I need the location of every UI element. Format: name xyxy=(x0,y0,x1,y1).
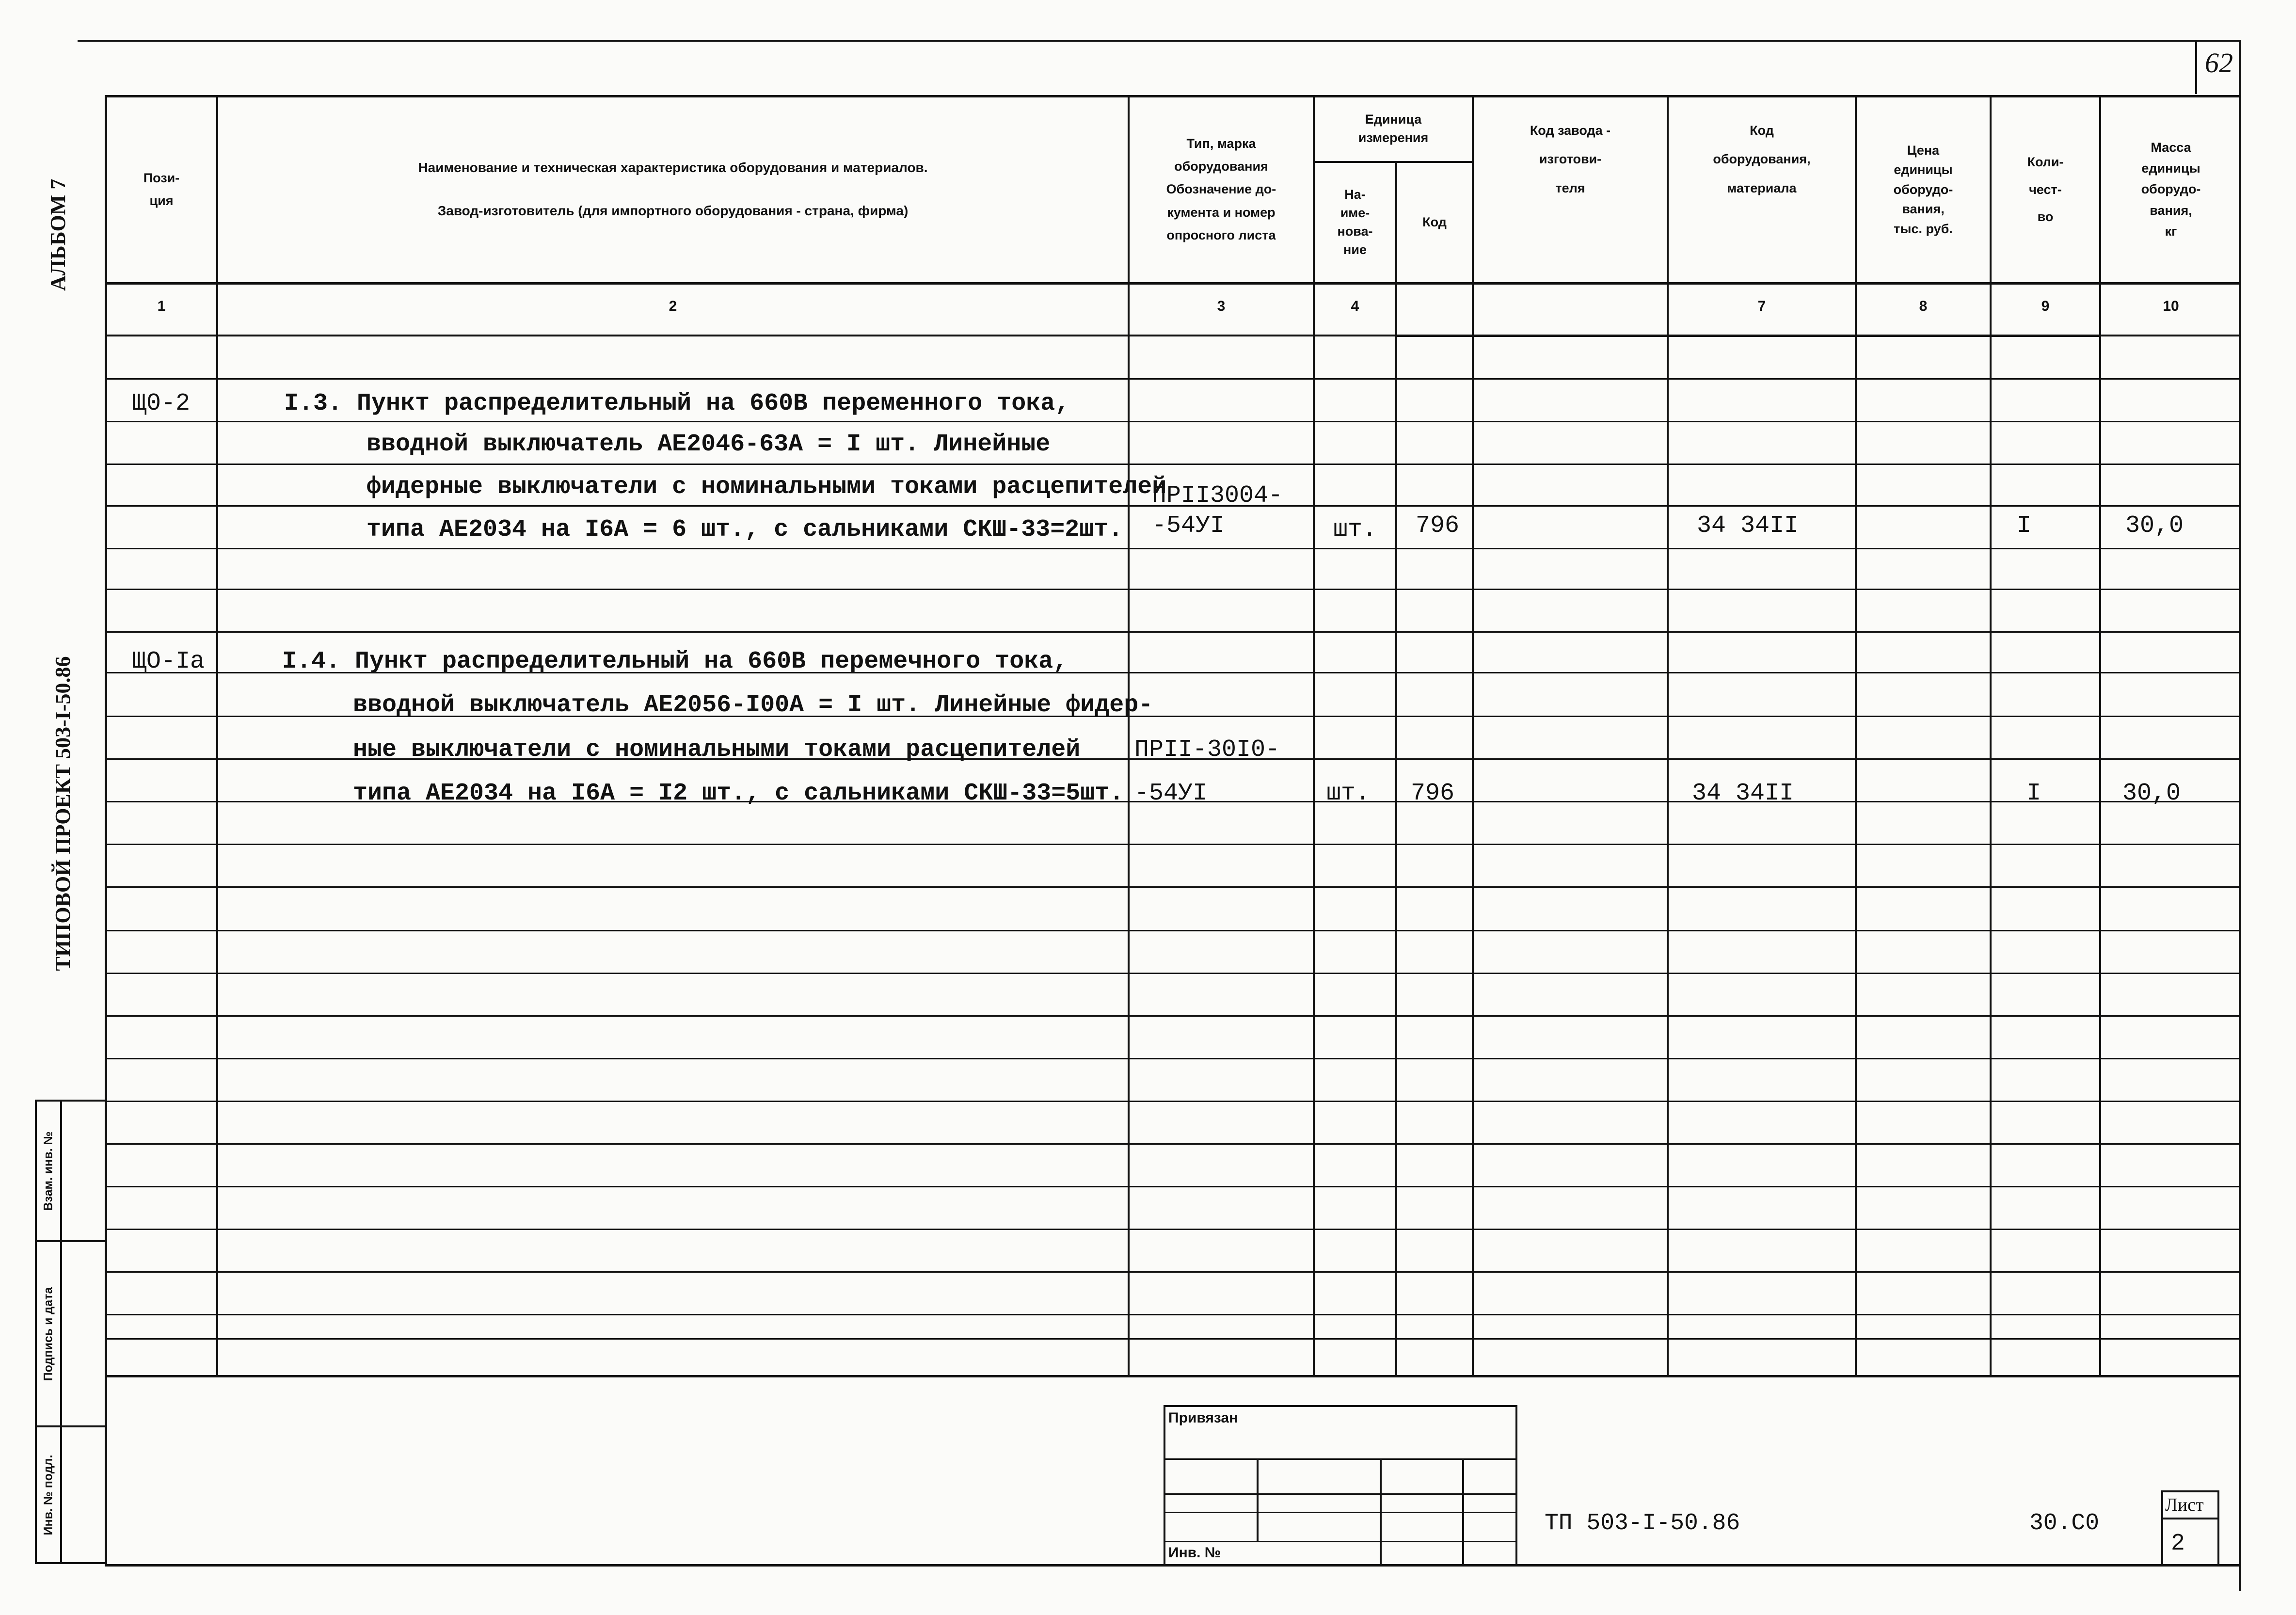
body-row-line xyxy=(105,886,2241,888)
body-row-line xyxy=(105,1229,2241,1230)
body-row-line xyxy=(105,1314,2241,1315)
item-1-unit-code: 796 xyxy=(1416,512,1460,540)
body-row-line xyxy=(105,1058,2241,1059)
header-mass: Масса единицы оборудо- вания, кг xyxy=(2141,140,2201,239)
stamp-divider-mid xyxy=(60,1100,62,1564)
item-2-position: ЩО-Iа xyxy=(132,648,205,675)
col-sep-7 xyxy=(1855,95,1857,1377)
bound-box-row-1 xyxy=(1164,1458,1517,1460)
item-1-mass: 30,0 xyxy=(2125,512,2184,540)
sheet-label: Лист xyxy=(2165,1495,2204,1515)
item-1-quantity: I xyxy=(2017,512,2032,540)
bound-box-row-2 xyxy=(1164,1493,1517,1495)
item-2-line-2: вводной выключатель АЕ2056-I00А = I шт. Линейные фидер- xyxy=(353,691,1153,719)
body-row-line xyxy=(105,1015,2241,1017)
item-1-position: Щ0-2 xyxy=(132,390,191,417)
body-box-top xyxy=(1395,335,2101,337)
bound-box-col-2 xyxy=(1380,1458,1382,1565)
item-2-quantity: I xyxy=(2026,780,2041,807)
inv-label: Инв. № xyxy=(1168,1545,1221,1561)
frame-bottom xyxy=(105,1564,2241,1567)
item-1-unit: шт. xyxy=(1333,516,1377,544)
stamp-right xyxy=(105,95,107,1564)
body-row-line xyxy=(105,548,2241,549)
item-1-line-2: вводной выключатель АЕ2046-63А = I шт. Линейные xyxy=(367,431,1051,458)
col-sep-1 xyxy=(216,95,218,1377)
item-2-type-2: -54УI xyxy=(1134,780,1208,807)
header-equipment-code: Код оборудования, материала xyxy=(1713,123,1811,195)
body-row-line xyxy=(105,378,2241,380)
header-unit-name: На- име- нова- ние xyxy=(1337,187,1373,257)
header-position: Пози- ция xyxy=(143,170,180,208)
item-2-unit-code: 796 xyxy=(1411,780,1455,807)
bound-box-row-3 xyxy=(1164,1512,1517,1513)
body-row-line xyxy=(105,589,2241,590)
col-sep-5 xyxy=(1472,95,1474,1377)
bound-box-col-3 xyxy=(1462,1458,1464,1565)
header-type-mark: Тип, марка оборудования Обозначение до- кумента и номер опросного листа xyxy=(1166,136,1276,242)
item-2-line-4: типа АЕ2034 на I6А = I2 шт., с сальниками СКШ-33=5шт. xyxy=(353,780,1124,807)
item-2-unit: шт. xyxy=(1326,780,1371,807)
colnum-4: 4 xyxy=(1351,298,1359,314)
colnum-7: 7 xyxy=(1757,298,1766,314)
colnum-2: 2 xyxy=(669,298,677,314)
item-1-line-3: фидерные выключатели с номинальными токами расцепителей xyxy=(367,473,1167,501)
body-row-line xyxy=(105,1143,2241,1145)
sheet-box-top xyxy=(2161,1490,2219,1492)
item-1-equipment-code: 34 34II xyxy=(1697,512,1799,540)
stamp-original-inv: Инв. № подл. xyxy=(41,1455,55,1535)
project-label: ТИПОВОЙ ПРОЕКТ 503-I-50.86 xyxy=(51,656,75,971)
item-2-line-3: ные выключатели с номинальными токами расцепителей xyxy=(353,736,1081,764)
stamp-replaced: Взам. инв. № xyxy=(41,1131,55,1211)
header-name: Наименование и техническая характеристика оборудования и материалов. Завод-изготовитель (для импортного оборудования - страна, фирма) xyxy=(418,160,928,219)
bound-box-row-4 xyxy=(1164,1541,1517,1542)
colnum-1: 1 xyxy=(157,298,166,314)
col-sep-8 xyxy=(1990,95,1992,1377)
col-sep-4 xyxy=(1395,162,1397,1377)
bound-box-col-1 xyxy=(1257,1458,1259,1541)
body-row-line xyxy=(105,973,2241,974)
header-price: Цена единицы оборудо- вания, тыс. руб. xyxy=(1893,143,1953,236)
body-row-line xyxy=(105,1271,2241,1273)
section-code: 30.С0 xyxy=(2029,1510,2100,1536)
table-bottom xyxy=(105,1375,2241,1377)
colnum-3: 3 xyxy=(1217,298,1226,314)
body-row-line xyxy=(105,930,2241,931)
item-2-mass: 30,0 xyxy=(2122,780,2181,807)
header-plant-code: Код завода - изготови- теля xyxy=(1530,123,1611,195)
item-2-line-1: I.4. Пункт распределительный на 660В перемечного тока, xyxy=(282,648,1068,675)
body-row-line xyxy=(105,421,2241,422)
body-row-line xyxy=(105,1338,2241,1340)
stamp-signature: Подпись и дата xyxy=(41,1287,55,1381)
sheet-number: 2 xyxy=(2171,1531,2185,1557)
body-row-line xyxy=(105,631,2241,633)
top-sheet-number: 62 xyxy=(2205,47,2233,79)
item-1-type-2: -54УI xyxy=(1152,512,1225,540)
sheet-box-left xyxy=(2161,1490,2163,1566)
body-row-line xyxy=(105,1101,2241,1102)
bound-box-top xyxy=(1164,1405,1517,1407)
corner-box-left xyxy=(2195,40,2197,94)
album-label: АЛЬБОМ 7 xyxy=(46,178,70,291)
col-sep-2 xyxy=(1128,95,1130,1377)
col-sep-6 xyxy=(1667,95,1669,1377)
header-unit-group: Единица измерения xyxy=(1358,112,1429,145)
colnum-8: 8 xyxy=(1919,298,1928,314)
item-1-line-4: типа АЕ2034 на I6А = 6 шт., с сальниками СКШ-33=2шт. xyxy=(367,516,1123,544)
header-unit-code: Код xyxy=(1422,215,1447,230)
header-quantity: Коли- чест- во xyxy=(2027,154,2064,224)
item-1-type-1: ПРII3004- xyxy=(1152,482,1283,510)
colnum-10: 10 xyxy=(2163,298,2179,314)
col-sep-9 xyxy=(2099,95,2101,1377)
document-code: ТП 503-I-50.86 xyxy=(1545,1510,1740,1536)
col-sep-3 xyxy=(1313,95,1315,1377)
body-row-line xyxy=(105,1186,2241,1187)
item-1-line-1: I.3. Пункт распределительный на 660В переменного тока, xyxy=(284,390,1070,417)
sheet-box-divider xyxy=(2161,1518,2219,1519)
body-row-line xyxy=(105,844,2241,845)
bound-label: Привязан xyxy=(1168,1410,1238,1426)
sheet-box-right xyxy=(2217,1490,2219,1566)
header-bottom xyxy=(105,282,2241,285)
stamp-bottom xyxy=(35,1562,107,1564)
item-2-type-1: ПРII-30I0- xyxy=(1134,736,1280,764)
colnum-9: 9 xyxy=(2041,298,2050,314)
top-border xyxy=(78,40,2240,42)
body-row-line xyxy=(105,464,2241,465)
item-2-equipment-code: 34 34II xyxy=(1692,780,1794,807)
